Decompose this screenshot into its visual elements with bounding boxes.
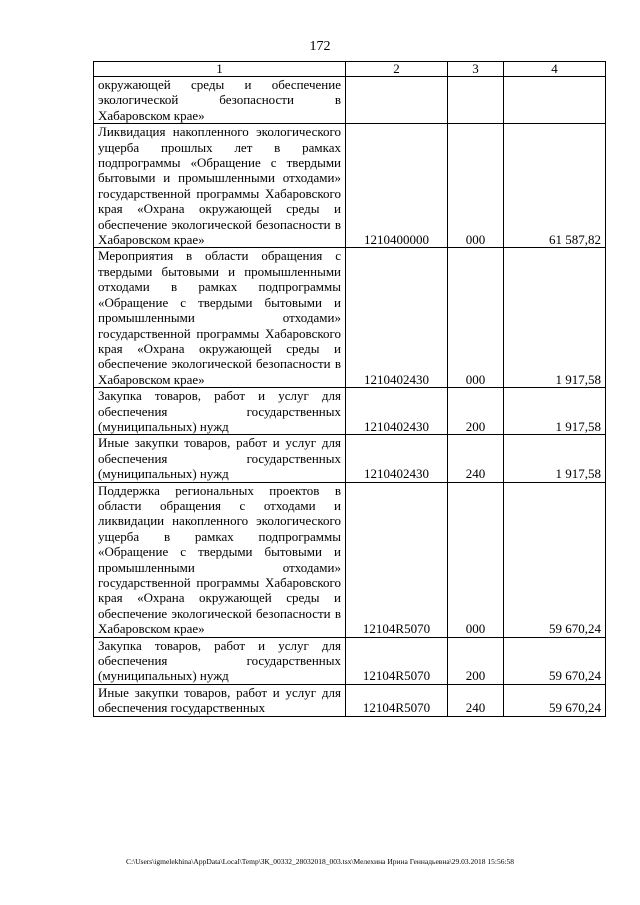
row-name-cell: Мероприятия в области обращения с твердыми бытовыми и промышленными отходами в рамках подпрограммы «Обращение с твердыми бытовыми и промышленными отходами» государственной программы Хабаровского края «Охрана окружающей среды и обеспечение экологической безопасности в Хабаровском крае» (94, 248, 346, 388)
row-vr-cell: 240 (448, 684, 504, 716)
table-row (94, 684, 606, 716)
row-vr-cell: 000 (448, 248, 504, 388)
table-row (94, 248, 606, 388)
header-cell-4: 4 (504, 62, 606, 77)
row-name-cell: Закупка товаров, работ и услуг для обеспечения государственных (муниципальных) нужд (94, 388, 346, 435)
row-code-cell: 1210402430 (346, 388, 448, 435)
row-sum-cell: 59 670,24 (504, 637, 606, 684)
row-sum-cell: 1 917,58 (504, 248, 606, 388)
row-name-cell: окружающей среды и обеспечение экологической безопасности в Хабаровском крае» (94, 77, 346, 124)
footer-file-path: C:\Users\igmelekhina\AppData\Local\Temp\ЗК_00332_28032018_003.tsx\Мелехина Ирина Геннадьевна\29.03.2018 15:56:58 (125, 857, 515, 866)
table-row (94, 388, 606, 435)
row-vr-cell: 240 (448, 435, 504, 482)
row-sum-cell (504, 77, 606, 124)
page-number: 172 (309, 39, 331, 54)
table-row (94, 77, 606, 124)
row-sum-cell: 59 670,24 (504, 482, 606, 637)
table-row (94, 637, 606, 684)
row-name-cell: Закупка товаров, работ и услуг для обеспечения государственных (муниципальных) нужд (94, 637, 346, 684)
budget-table (93, 61, 606, 717)
row-code-cell (346, 77, 448, 124)
row-code-cell: 1210400000 (346, 124, 448, 248)
row-code-cell: 12104R5070 (346, 482, 448, 637)
row-sum-cell: 1 917,58 (504, 435, 606, 482)
table-row (94, 482, 606, 637)
table-row (94, 124, 606, 248)
row-vr-cell (448, 77, 504, 124)
row-code-cell: 12104R5070 (346, 637, 448, 684)
header-row (94, 62, 606, 77)
header-cell-3: 3 (448, 62, 504, 77)
row-vr-cell: 200 (448, 637, 504, 684)
row-vr-cell: 000 (448, 482, 504, 637)
header-cell-1: 1 (94, 62, 346, 77)
row-sum-cell: 59 670,24 (504, 684, 606, 716)
row-code-cell: 12104R5070 (346, 684, 448, 716)
row-code-cell: 1210402430 (346, 248, 448, 388)
row-sum-cell: 1 917,58 (504, 388, 606, 435)
row-name-cell: Иные закупки товаров, работ и услуг для обеспечения государственных (муниципальных) нужд (94, 435, 346, 482)
row-vr-cell: 200 (448, 388, 504, 435)
row-code-cell: 1210402430 (346, 435, 448, 482)
header-cell-2: 2 (346, 62, 448, 77)
row-name-cell: Ликвидация накопленного экологического ущерба прошлых лет в рамках подпрограммы «Обращение с твердыми бытовыми и промышленными отходами» государственной программы Хабаровского края «Охрана окружающей среды и обеспечение экологической безопасности в Хабаровском крае» (94, 124, 346, 248)
row-name-cell: Иные закупки товаров, работ и услуг для обеспечения государственных (94, 684, 346, 716)
table-row (94, 435, 606, 482)
row-sum-cell: 61 587,82 (504, 124, 606, 248)
row-vr-cell: 000 (448, 124, 504, 248)
row-name-cell: Поддержка региональных проектов в области обращения с отходами и ликвидации накопленного экологического ущерба в рамках подпрограммы «Обращение с твердыми бытовыми и промышленными отходами» государственной программы Хабаровского края «Охрана окружающей среды и обеспечение экологической безопасности в Хабаровском крае» (94, 482, 346, 637)
